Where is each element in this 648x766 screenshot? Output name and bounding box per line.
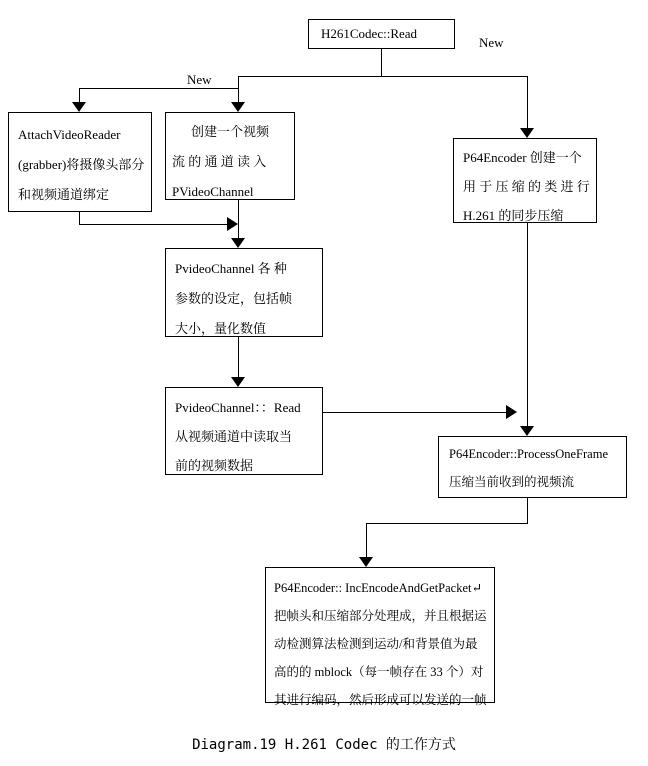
arrow-down-icon <box>359 557 373 567</box>
arrow-down-icon <box>231 377 245 387</box>
arrow-down-icon <box>520 426 534 436</box>
arrow-right-icon <box>227 217 238 231</box>
connector-attach-out-horizontal <box>79 224 227 225</box>
connector-process-out-horizontal <box>366 523 528 524</box>
connector-p64-to-process <box>527 223 528 427</box>
box-text-line: 流 的 通 道 读 入 <box>172 154 267 169</box>
arrow-down-icon <box>72 102 86 112</box>
box-text-line: 压缩当前收到的视频流 <box>449 475 575 489</box>
box-text-line: PVideoChannel <box>172 184 254 199</box>
box-text-line: 从视频通道中读取当 <box>175 429 293 444</box>
connector-attach-drop <box>79 88 80 103</box>
box-text-line: P64Encoder 创建一个 <box>463 150 582 165</box>
connector-left-branch-horizontal <box>79 88 239 89</box>
connector-attach-out-down <box>79 211 80 225</box>
connector-right-branch-drop <box>527 76 528 129</box>
connector-process-out-down <box>527 498 528 523</box>
arrow-down-icon <box>520 128 534 138</box>
box-text-line: 前的视频数据 <box>175 458 254 473</box>
box-text-line: (grabber)将摄像头部分 <box>18 157 145 172</box>
box-inc-encode-and-get-packet <box>265 567 495 707</box>
box-text-line: 其进行编码，然后形成可以发送的一帧 <box>274 693 487 707</box>
connector-to-inc-drop <box>366 523 367 558</box>
box-create-video-channel <box>165 112 295 200</box>
box-pvideochannel-params <box>165 248 323 337</box>
box-text-line: H.261 的同步压缩 <box>463 208 564 223</box>
box-text-line: PvideoChannel 各 种 <box>175 261 287 276</box>
box-h261codec-read <box>308 19 455 49</box>
box-text-line: AttachVideoReader <box>18 127 121 142</box>
box-text-line: 把帧头和压缩部分处理成，并且根据运 <box>274 609 487 623</box>
arrow-right-icon <box>506 405 517 419</box>
box-text-line: H261Codec::Read <box>321 26 418 41</box>
arrow-down-icon <box>231 102 245 112</box>
box-attach-video-reader <box>8 112 152 212</box>
box-text-line: 高的的 mblock（每一帧存在 33 个）对 <box>274 665 484 679</box>
box-p64encoder-create <box>453 138 597 223</box>
box-text-line: P64Encoder::ProcessOneFrame <box>449 447 608 461</box>
box-text-line: 动检测算法检测到运动/和背景值为最 <box>274 637 478 651</box>
new-label-left: New <box>187 72 212 87</box>
connector-read-out-horizontal <box>323 412 506 413</box>
box-text-line: 大小，量化数值 <box>175 321 267 336</box>
diagram-caption: Diagram.19 H.261 Codec 的工作方式 <box>192 737 456 753</box>
box-text-line: 用 于 压 缩 的 类 进 行 <box>463 179 590 194</box>
box-pvideochannel-read <box>165 387 323 475</box>
arrow-down-icon <box>231 238 245 248</box>
box-text-line: P64Encoder:: IncEncodeAndGetPacket↵ <box>274 581 482 595</box>
connector-top-down <box>381 48 382 76</box>
new-label-right: New <box>479 35 504 50</box>
box-text-line: 和视频通道绑定 <box>18 187 110 202</box>
box-text-line: PvideoChannel：：Read <box>175 400 301 415</box>
box-text-line: 参数的设定，包括帧 <box>175 291 293 306</box>
box-process-one-frame <box>438 436 627 498</box>
connector-left-branch-step <box>238 76 239 103</box>
box-text-line: 创建一个视频 <box>190 124 269 139</box>
connector-split-horizontal <box>238 76 528 77</box>
